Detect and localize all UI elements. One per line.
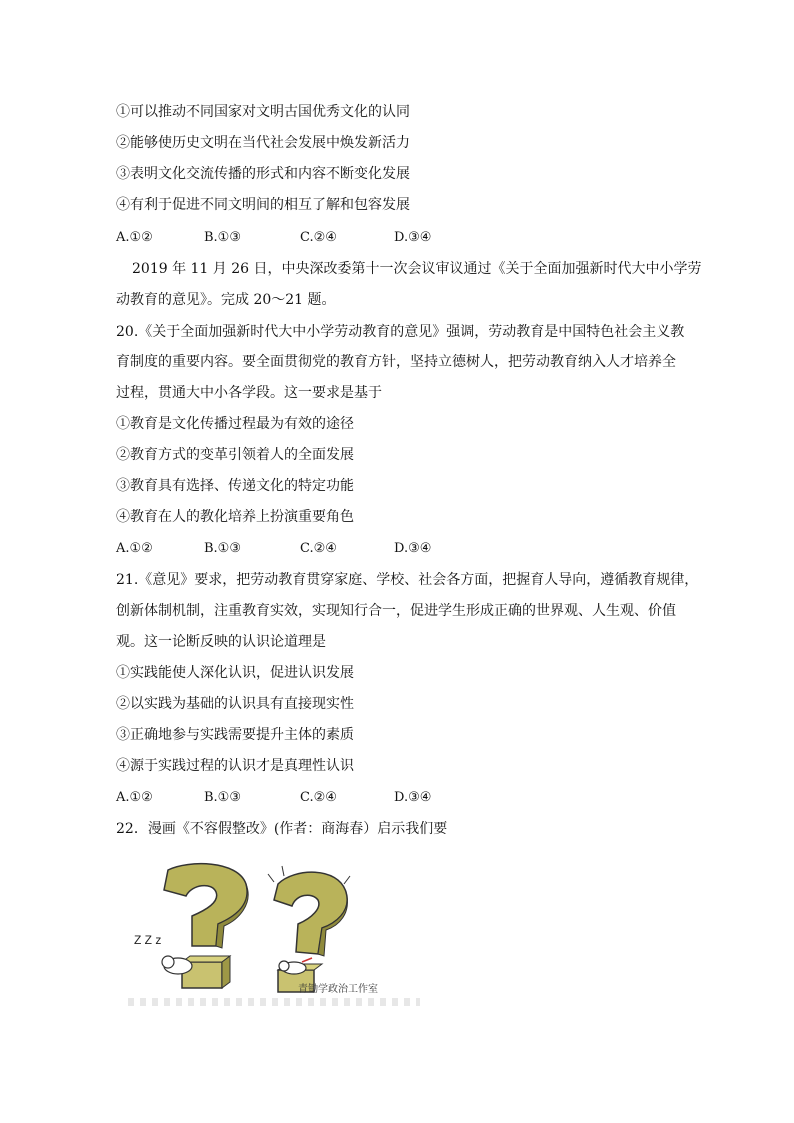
q19-option-2: ②能够使历史文明在当代社会发展中焕发新活力 (116, 135, 410, 151)
q21-option-4: ④源于实践过程的认识才是真理性认识 (116, 758, 354, 774)
q20-option-1: ①教育是文化传播过程最为有效的途径 (116, 416, 354, 432)
watermark-text: 青锄学政治工作室 (298, 984, 378, 995)
choice-a: A.①② (116, 790, 153, 805)
choice-d: D.③④ (394, 541, 432, 556)
intro-line-2: 动教育的意见》。完成 20～21 题。 (116, 292, 336, 308)
q20-option-2: ②教育方式的变革引领着人的全面发展 (116, 447, 354, 463)
choice-c: C.②④ (300, 230, 337, 245)
q19-option-4: ④有利于促进不同文明间的相互了解和包容发展 (116, 197, 410, 213)
q20-option-3: ③教育具有选择、传递文化的特定功能 (116, 478, 354, 494)
zzz-text: Z Z z (134, 933, 162, 947)
q21-stem-1: 21.《意见》要求，把劳动教育贯穿家庭、学校、社会各方面，把握育人导向，遵循教育规律， (116, 572, 699, 588)
choice-b: B.①③ (204, 230, 241, 245)
q20-stem-1: 20.《关于全面加强新时代大中小学劳动教育的意见》强调，劳动教育是中国特色社会主义教 (116, 324, 685, 340)
intro-line-1: 2019 年 11 月 26 日，中央深改委第十一次会议审议通过《关于全面加强新时代大中小学劳 (132, 261, 702, 277)
choice-d: D.③④ (394, 790, 432, 805)
q20-option-4: ④教育在人的教化培养上扮演重要角色 (116, 509, 354, 525)
q21-stem-3: 观。这一论断反映的认识论道理是 (116, 634, 326, 650)
q21-option-1: ①实践能使人深化认识，促进认识发展 (116, 665, 354, 681)
choice-c: C.②④ (300, 790, 337, 805)
q19-option-1: ①可以推动不同国家对文明古国优秀文化的认同 (116, 104, 410, 120)
choice-a: A.①② (116, 230, 153, 245)
q22-stem: 22．漫画《不容假整改》(作者：商海春）启示我们要 (116, 821, 448, 837)
cropped-caption-strip (128, 998, 420, 1006)
right-question-mark (268, 866, 350, 992)
q21-stem-2: 创新体制机制，注重教育实效，实现知行合一，促进学生形成正确的世界观、人生观、价值 (116, 603, 676, 619)
q20-stem-3: 过程，贯通大中小各学段。这一要求是基于 (116, 385, 382, 401)
q21-option-2: ②以实践为基础的认识具有直接现实性 (116, 696, 354, 712)
q20-stem-2: 育制度的重要内容。要全面贯彻党的教育方针，坚持立德树人，把劳动教育纳入人才培养全 (116, 354, 676, 370)
q19-option-3: ③表明文化交流传播的形式和内容不断变化发展 (116, 166, 410, 182)
q21-option-3: ③正确地参与实践需要提升主体的素质 (116, 727, 354, 743)
choice-c: C.②④ (300, 541, 337, 556)
choice-a: A.①② (116, 541, 153, 556)
choice-b: B.①③ (204, 541, 241, 556)
choice-d: D.③④ (394, 230, 432, 245)
choice-b: B.①③ (204, 790, 241, 805)
